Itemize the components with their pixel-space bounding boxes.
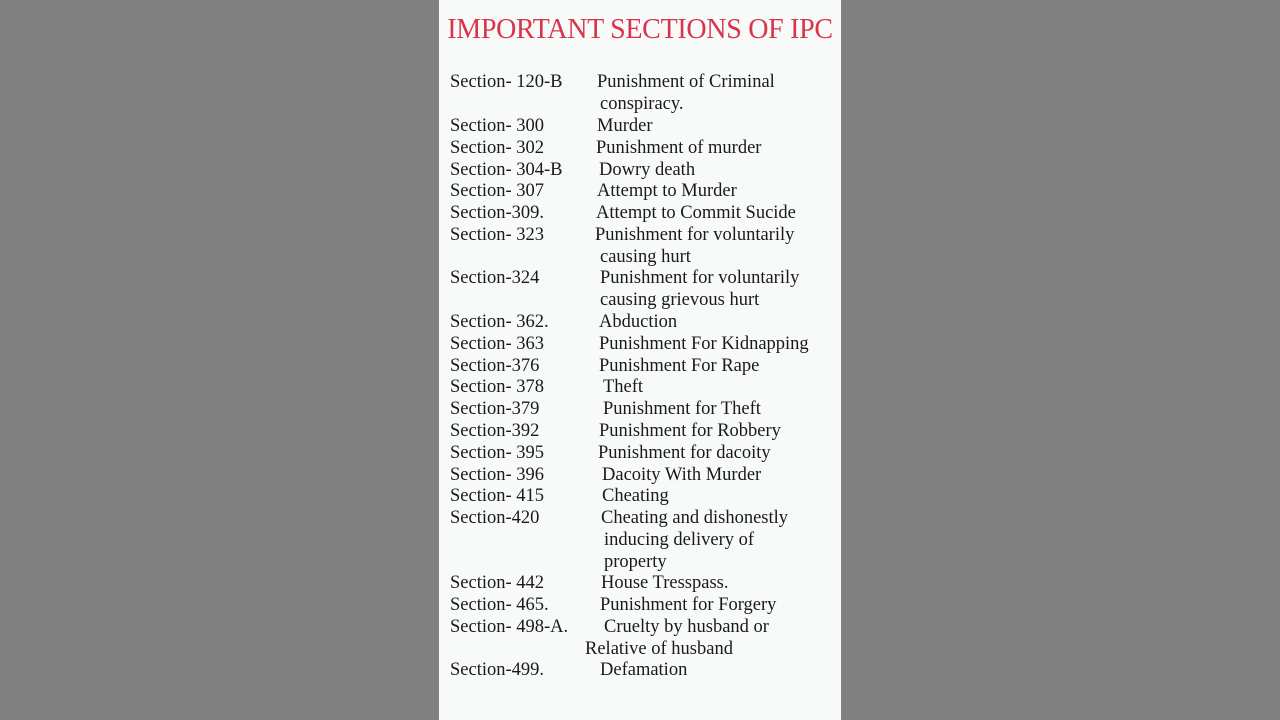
section-number: Section- 307	[450, 181, 545, 201]
section-number: Section- 442	[450, 573, 545, 593]
section-description: Abduction	[599, 312, 678, 332]
section-row	[439, 225, 841, 267]
section-description: Cheating	[602, 486, 669, 506]
section-number: Section- 498-A.	[450, 617, 569, 637]
section-description-continued: inducing delivery of	[604, 530, 755, 550]
section-row	[439, 160, 841, 182]
section-number: Section-324	[450, 268, 540, 288]
section-row	[439, 356, 841, 378]
section-row	[439, 181, 841, 203]
section-number: Section-379	[450, 399, 540, 419]
section-number: Section- 378	[450, 377, 545, 397]
section-description: Punishment for voluntarily	[600, 268, 800, 288]
section-row	[439, 203, 841, 225]
section-description: Punishment for dacoity	[598, 443, 771, 463]
section-row	[439, 660, 841, 682]
section-description: Punishment for Forgery	[600, 595, 777, 615]
section-description: Murder	[597, 116, 653, 136]
section-number: Section- 120-B	[450, 72, 563, 92]
section-row	[439, 377, 841, 399]
document-page	[439, 0, 841, 720]
section-number: Section-420	[450, 508, 540, 528]
section-number: Section-309.	[450, 203, 545, 223]
section-description: Theft	[603, 377, 644, 397]
section-number: Section- 363	[450, 334, 545, 354]
section-description: Punishment of Criminal	[597, 72, 775, 92]
section-description: Defamation	[600, 660, 688, 680]
section-row	[439, 116, 841, 138]
section-description: Punishment For Rape	[599, 356, 760, 376]
section-description: Attempt to Murder	[597, 181, 737, 201]
section-number: Section- 302	[450, 138, 545, 158]
section-description-continued: causing hurt	[600, 247, 691, 267]
section-description: House Tresspass.	[601, 573, 729, 593]
section-description: Punishment for voluntarily	[595, 225, 795, 245]
section-number: Section-376	[450, 356, 540, 376]
section-description-continued: conspiracy.	[600, 94, 684, 114]
section-description-continued: property	[604, 552, 667, 572]
section-number: Section- 465.	[450, 595, 549, 615]
section-number: Section- 300	[450, 116, 545, 136]
section-description: Attempt to Commit Sucide	[596, 203, 796, 223]
section-row	[439, 595, 841, 617]
section-row	[439, 465, 841, 487]
section-number: Section- 362.	[450, 312, 549, 332]
section-description: Punishment for Theft	[603, 399, 761, 419]
section-row	[439, 312, 841, 334]
section-description: Punishment For Kidnapping	[599, 334, 809, 354]
section-row	[439, 138, 841, 160]
section-description-continued: Relative of husband	[585, 639, 733, 659]
section-description: Cheating and dishonestly	[601, 508, 789, 528]
section-number: Section-392	[450, 421, 540, 441]
section-row	[439, 399, 841, 421]
section-number: Section-499.	[450, 660, 545, 680]
section-description-continued: causing grievous hurt	[600, 290, 760, 310]
section-description: Dowry death	[599, 160, 696, 180]
section-number: Section- 395	[450, 443, 545, 463]
section-row	[439, 334, 841, 356]
section-number: Section- 396	[450, 465, 545, 485]
section-description: Punishment of murder	[596, 138, 762, 158]
section-description: Cruelty by husband or	[604, 617, 769, 637]
section-number: Section- 415	[450, 486, 545, 506]
section-row	[439, 508, 841, 572]
section-row	[439, 573, 841, 595]
section-row	[439, 268, 841, 310]
section-row	[439, 421, 841, 443]
section-row	[439, 617, 841, 659]
section-number: Section- 304-B	[450, 160, 563, 180]
section-description: Dacoity With Murder	[602, 465, 762, 485]
page-title: IMPORTANT SECTIONS OF IPC	[447, 14, 833, 45]
section-number: Section- 323	[450, 225, 545, 245]
section-row	[439, 72, 841, 114]
section-row	[439, 443, 841, 465]
section-row	[439, 486, 841, 508]
section-description: Punishment for Robbery	[599, 421, 781, 441]
